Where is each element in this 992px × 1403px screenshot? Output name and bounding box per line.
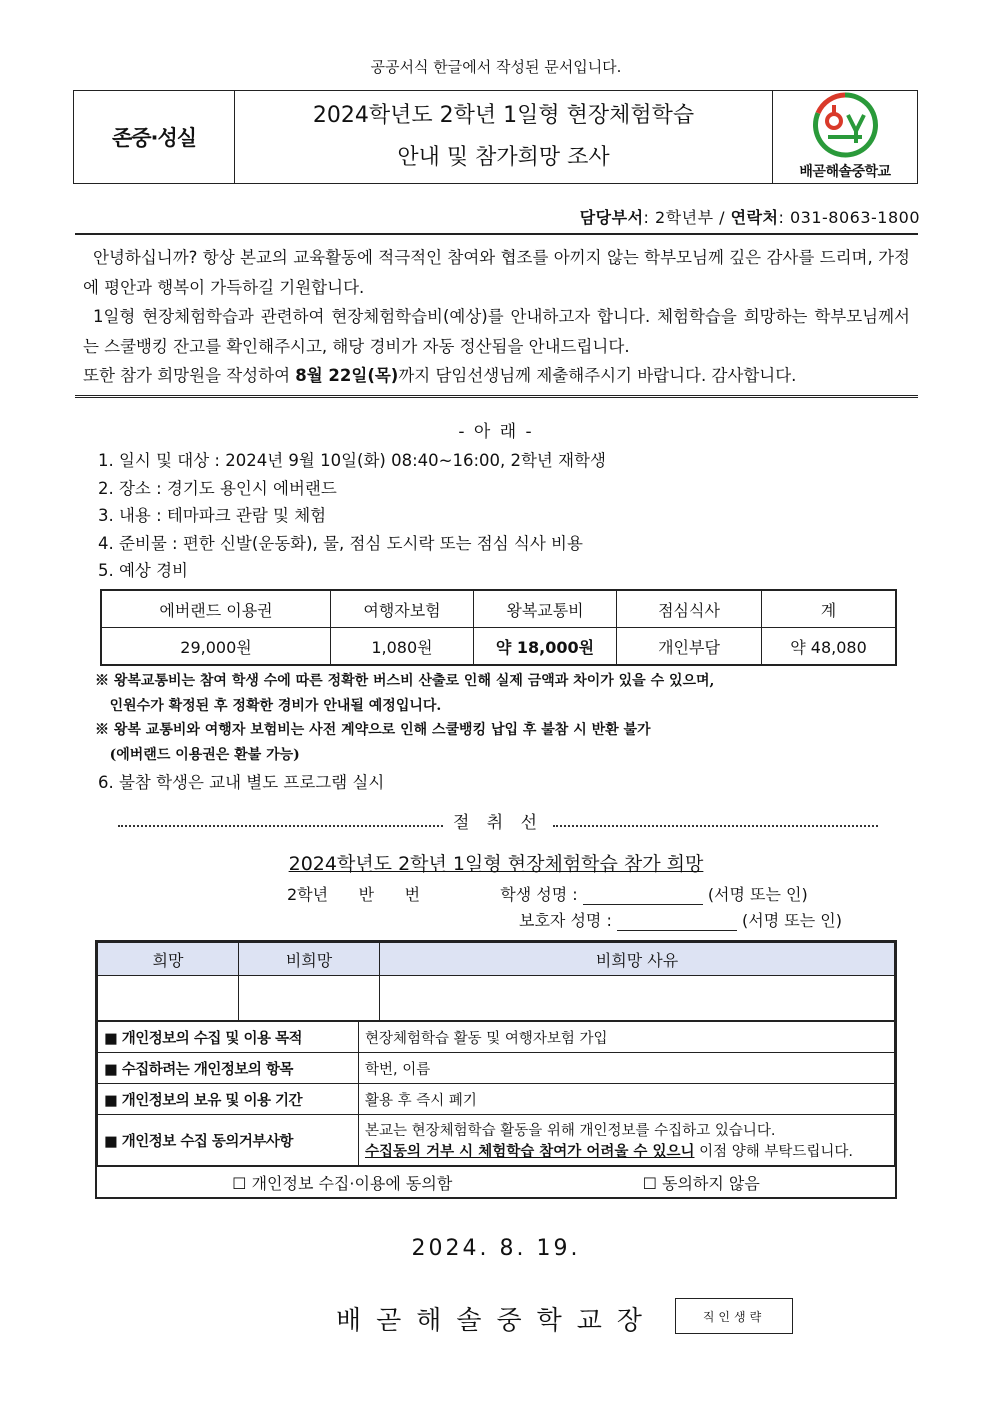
privacy-value: 현장체험학습 활동 및 여행자보험 가입 (359, 1022, 895, 1053)
deadline-date: 8월 22일(목) (295, 366, 399, 385)
cost-table (100, 589, 897, 666)
privacy-value (359, 1115, 895, 1166)
consent-row (97, 1166, 895, 1197)
cost-value: 약 48,080 (762, 628, 897, 666)
dotted-line (553, 825, 878, 827)
intro-paragraph-3 (83, 361, 910, 391)
privacy-key: ■ 개인정보 수집 동의거부사항 (98, 1115, 359, 1166)
privacy-value-rest: 이점 양해 부탁드립니다. (694, 1144, 853, 1160)
principal-name: 배곧해솔중학교장 (336, 1306, 657, 1336)
note-line: ※ 왕복교통비는 참여 학생 수에 따른 정확한 버스비 산출로 인해 실제 금액과 차이가 있을 수 있으며, (95, 673, 715, 689)
disagree-checkbox[interactable]: ☐ 동의하지 않음 (642, 1173, 760, 1193)
document-title (235, 91, 773, 183)
class-number-field[interactable]: 2학년 반 번 (287, 885, 421, 904)
contact-line (580, 205, 920, 228)
guardian-name-label: 보호자 성명 : (519, 911, 612, 930)
intro-paragraph-2: 1일형 현장체험학습과 관련하여 현장체험학습비(예상)를 안내하고자 합니다. 체험학습을 희망하는 학부모님께서는 스쿨뱅킹 잔고를 확인해주시고, 해당 경비가 자동 정산됨을 안내드립니다. (83, 307, 910, 356)
table-row (98, 1084, 895, 1115)
top-note: 공공서식 한글에서 작성된 문서입니다. (370, 58, 622, 76)
document-header (73, 90, 918, 184)
cut-label: 절 취 선 (452, 813, 544, 833)
agree-checkbox[interactable]: ☐ 개인정보 수집·이용에 동의함 (232, 1173, 453, 1193)
privacy-value: 학번, 이름 (359, 1053, 895, 1084)
cost-header: 왕복교통비 (474, 590, 617, 628)
application-form (95, 940, 897, 1199)
table-row (98, 943, 895, 976)
phone-label: 연락처 (730, 208, 779, 227)
form-title-text: 2024학년도 2학년 1일형 현장체험학습 참가 희망 (288, 853, 704, 875)
sign-hint: (서명 또는 인) (742, 911, 842, 930)
cost-value: 약 18,000원 (474, 628, 617, 666)
table-row (98, 1115, 895, 1166)
sign-hint: (서명 또는 인) (707, 885, 808, 904)
privacy-key: ■ 수집하려는 개인정보의 항목 (98, 1053, 359, 1084)
intro-p3-c: 까지 담임선생님께 제출해주시기 바랍니다. 감사합니다. (398, 366, 797, 385)
school-logo-icon (810, 91, 880, 159)
title-line-2: 안내 및 참가희망 조사 (397, 145, 610, 170)
table-row (101, 628, 896, 666)
intro-box (75, 233, 918, 398)
dept-label: 담당부서 (579, 208, 644, 227)
document-date: 2024. 8. 19. (411, 1236, 581, 1261)
title-line-1: 2024학년도 2학년 1일형 현장체험학습 (312, 103, 695, 128)
list-item: 4. 준비물 : 편한 신발(운동화), 물, 점심 도시락 또는 점심 식사 비용 (98, 533, 583, 553)
student-name-field[interactable] (583, 888, 703, 905)
table-row (98, 976, 895, 1021)
seal-box: 직인생략 (675, 1298, 793, 1334)
note-line: ※ 왕복 교통비와 여행자 보험비는 사전 계약으로 인해 스쿨뱅킹 납입 후 불참 시 반환 불가 (95, 722, 651, 738)
intro-paragraph-1: 안녕하십니까? 항상 본교의 교육활동에 적극적인 참여와 협조를 아끼지 않는 학부모님께 깊은 감사를 드리며, 가정에 평안과 행복이 가득하길 기원합니다. (83, 248, 910, 297)
no-hope-header: 비희망 (239, 943, 380, 976)
no-hope-cell[interactable] (239, 976, 380, 1021)
intro-p3-a: 또한 참가 희망원을 작성하여 (83, 366, 296, 385)
form-title (0, 849, 992, 876)
guardian-row (519, 908, 842, 931)
privacy-key: ■ 개인정보의 수집 및 이용 목적 (98, 1022, 359, 1053)
dotted-line (118, 825, 443, 827)
list-item: 5. 예상 경비 (98, 561, 188, 580)
dept-value: : 2학년부 / (643, 208, 731, 227)
privacy-table (97, 1021, 895, 1166)
privacy-warning: 수집동의 거부 시 체험학습 참여가 어려울 수 있으니 (365, 1144, 695, 1160)
cost-header: 에버랜드 이용권 (101, 590, 331, 628)
student-row (287, 882, 808, 905)
school-motto: 존중·성실 (74, 91, 235, 183)
cost-value: 개인부담 (617, 628, 762, 666)
table-row (98, 1022, 895, 1053)
cost-header: 점심식사 (617, 590, 762, 628)
hope-header: 희망 (98, 943, 239, 976)
list-item: 2. 장소 : 경기도 용인시 에버랜드 (98, 478, 337, 498)
school-logo-area (773, 91, 917, 183)
hope-table (97, 942, 895, 1021)
privacy-value: 활용 후 즉시 폐기 (359, 1084, 895, 1115)
cost-header: 여행자보험 (331, 590, 474, 628)
privacy-value-line (365, 1140, 888, 1161)
guardian-name-field[interactable] (617, 914, 737, 931)
cost-header: 계 (762, 590, 897, 628)
list-item: 6. 불참 학생은 교내 별도 프로그램 실시 (98, 773, 385, 792)
detail-list (98, 447, 606, 585)
note-line: (에버랜드 이용권은 환불 가능) (95, 747, 300, 763)
cut-line (118, 808, 878, 833)
list-item: 3. 내용 : 테마파크 관람 및 체험 (98, 506, 327, 525)
section-heading: - 아 래 - (458, 422, 534, 442)
reason-header: 비희망 사유 (380, 943, 895, 976)
table-row (98, 1053, 895, 1084)
cost-value: 29,000원 (101, 628, 331, 666)
table-row (101, 590, 896, 628)
privacy-key: ■ 개인정보의 보유 및 이용 기간 (98, 1084, 359, 1115)
list-item: 1. 일시 및 대상 : 2024년 9월 10일(화) 08:40~16:00, 2학년 재학생 (98, 451, 606, 470)
reason-cell[interactable] (380, 976, 895, 1021)
hope-cell[interactable] (98, 976, 239, 1021)
student-name-label: 학생 성명 : (500, 885, 578, 904)
cost-value: 1,080원 (331, 628, 474, 666)
school-name-label: 배곧해솔중학교 (799, 164, 891, 180)
note-line: 인원수가 확정된 후 정확한 경비가 안내될 예정입니다. (95, 698, 442, 714)
privacy-value-line: 본교는 현장체험학습 활동을 위해 개인정보를 수집하고 있습니다. (365, 1123, 776, 1139)
phone-value: : 031-8063-1800 (778, 208, 920, 227)
